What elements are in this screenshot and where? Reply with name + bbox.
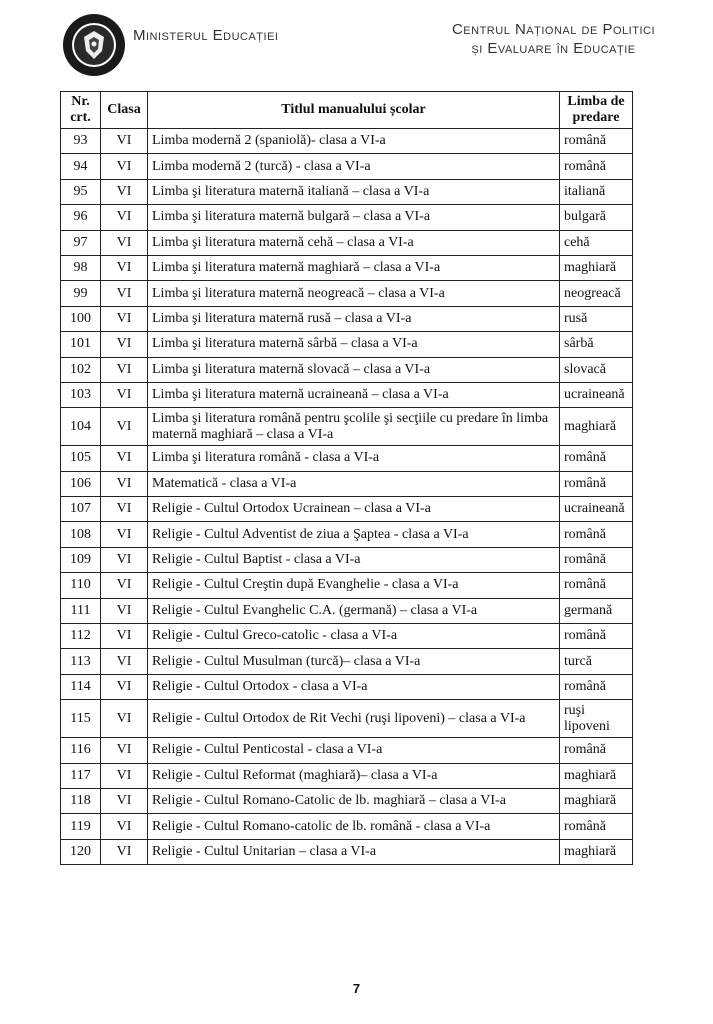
row-class: VI	[101, 788, 148, 813]
row-class: VI	[101, 497, 148, 522]
row-class: VI	[101, 649, 148, 674]
row-title: Religie - Cultul Ortodox de Rit Vechi (ruşi lipoveni) – clasa a VI-a	[148, 700, 560, 738]
row-title: Limba şi literatura română - clasa a VI-a	[148, 446, 560, 471]
row-title: Limba şi literatura maternă bulgară – clasa a VI-a	[148, 205, 560, 230]
header-limba	[560, 92, 633, 129]
row-number: 109	[61, 547, 101, 572]
row-class: VI	[101, 522, 148, 547]
row-title: Religie - Cultul Baptist - clasa a VI-a	[148, 547, 560, 572]
page-number: 7	[352, 981, 361, 996]
row-class: VI	[101, 154, 148, 179]
row-language: bulgară	[560, 205, 633, 230]
table-row	[61, 306, 633, 331]
row-language: rusă	[560, 306, 633, 331]
row-title: Religie - Cultul Musulman (turcă)– clasa a VI-a	[148, 649, 560, 674]
row-language: maghiară	[560, 255, 633, 280]
row-class: VI	[101, 814, 148, 839]
row-number: 99	[61, 281, 101, 306]
table-row	[61, 763, 633, 788]
row-title: Limba şi literatura maternă maghiară – clasa a VI-a	[148, 255, 560, 280]
row-class: VI	[101, 573, 148, 598]
page-header	[0, 0, 713, 80]
ministry-name: Ministerul Educației	[133, 27, 279, 44]
header-limba-line2: predare	[572, 110, 620, 125]
row-language: germană	[560, 598, 633, 623]
row-title: Religie - Cultul Ortodox Ucrainean – clasa a VI-a	[148, 497, 560, 522]
header-titlu: Titlul manualului școlar	[148, 92, 560, 129]
row-class: VI	[101, 408, 148, 446]
row-language: neogreacă	[560, 281, 633, 306]
row-number: 93	[61, 129, 101, 154]
table-row	[61, 471, 633, 496]
row-class: VI	[101, 382, 148, 407]
cnpee-name	[452, 20, 655, 58]
row-language: maghiară	[560, 788, 633, 813]
row-title: Religie - Cultul Greco-catolic - clasa a VI-a	[148, 624, 560, 649]
row-number: 102	[61, 357, 101, 382]
row-language: maghiară	[560, 763, 633, 788]
row-title: Religie - Cultul Creştin după Evanghelie - clasa a VI-a	[148, 573, 560, 598]
row-class: VI	[101, 624, 148, 649]
table-body	[61, 129, 633, 865]
table-row	[61, 674, 633, 699]
row-class: VI	[101, 598, 148, 623]
header-nr-line1: Nr.	[71, 94, 90, 109]
row-number: 116	[61, 738, 101, 763]
row-class: VI	[101, 255, 148, 280]
table-row	[61, 129, 633, 154]
table-row	[61, 382, 633, 407]
row-title: Religie - Cultul Romano-catolic de lb. română - clasa a VI-a	[148, 814, 560, 839]
row-title: Limba şi literatura maternă ucraineană – clasa a VI-a	[148, 382, 560, 407]
row-class: VI	[101, 700, 148, 738]
table-row	[61, 230, 633, 255]
table-row	[61, 332, 633, 357]
table-row	[61, 205, 633, 230]
row-language: română	[560, 573, 633, 598]
row-number: 119	[61, 814, 101, 839]
row-title: Limba şi literatura maternă sârbă – clasa a VI-a	[148, 332, 560, 357]
row-language: sârbă	[560, 332, 633, 357]
row-class: VI	[101, 738, 148, 763]
row-title: Limba şi literatura maternă cehă – clasa a VI-a	[148, 230, 560, 255]
row-number: 114	[61, 674, 101, 699]
row-class: VI	[101, 674, 148, 699]
row-class: VI	[101, 357, 148, 382]
cnpee-line-2: și Evaluare în Educație	[471, 40, 636, 57]
header-nr-line2: crt.	[70, 110, 91, 125]
row-number: 108	[61, 522, 101, 547]
row-language: slovacă	[560, 357, 633, 382]
row-language: maghiară	[560, 408, 633, 446]
header-nr	[61, 92, 101, 129]
row-number: 98	[61, 255, 101, 280]
row-language: română	[560, 624, 633, 649]
row-title: Religie - Cultul Ortodox - clasa a VI-a	[148, 674, 560, 699]
row-language: română	[560, 446, 633, 471]
row-number: 96	[61, 205, 101, 230]
table-row	[61, 281, 633, 306]
row-title: Limba şi literatura română pentru şcolile şi secţiile cu predare în limba maternă maghiară – clasa a VI-a	[148, 408, 560, 446]
row-number: 113	[61, 649, 101, 674]
row-title: Religie - Cultul Unitarian – clasa a VI-a	[148, 839, 560, 864]
table-row	[61, 738, 633, 763]
row-class: VI	[101, 230, 148, 255]
row-title: Matematică - clasa a VI-a	[148, 471, 560, 496]
table-row	[61, 446, 633, 471]
row-number: 110	[61, 573, 101, 598]
row-title: Religie - Cultul Evanghelic C.A. (germană) – clasa a VI-a	[148, 598, 560, 623]
table-row	[61, 154, 633, 179]
row-number: 117	[61, 763, 101, 788]
row-language: română	[560, 129, 633, 154]
row-language: română	[560, 471, 633, 496]
row-class: VI	[101, 446, 148, 471]
row-number: 118	[61, 788, 101, 813]
row-language: română	[560, 522, 633, 547]
row-title: Limba modernă 2 (turcă) - clasa a VI-a	[148, 154, 560, 179]
row-number: 105	[61, 446, 101, 471]
row-title: Religie - Cultul Penticostal - clasa a VI-a	[148, 738, 560, 763]
row-language: ucraineană	[560, 382, 633, 407]
row-title: Limba şi literatura maternă slovacă – clasa a VI-a	[148, 357, 560, 382]
table-row	[61, 522, 633, 547]
table-row	[61, 649, 633, 674]
row-language: italiană	[560, 179, 633, 204]
row-title: Religie - Cultul Romano-Catolic de lb. maghiară – clasa a VI-a	[148, 788, 560, 813]
row-language: turcă	[560, 649, 633, 674]
row-class: VI	[101, 547, 148, 572]
table-header-row	[61, 92, 633, 129]
table-row	[61, 788, 633, 813]
row-number: 94	[61, 154, 101, 179]
table-row	[61, 408, 633, 446]
row-title: Limba şi literatura maternă neogreacă – clasa a VI-a	[148, 281, 560, 306]
table-row	[61, 598, 633, 623]
row-class: VI	[101, 839, 148, 864]
row-title: Limba modernă 2 (spaniolă)- clasa a VI-a	[148, 129, 560, 154]
table-row	[61, 497, 633, 522]
row-title: Limba şi literatura maternă italiană – clasa a VI-a	[148, 179, 560, 204]
row-number: 95	[61, 179, 101, 204]
row-language: ruşi lipoveni	[560, 700, 633, 738]
row-number: 107	[61, 497, 101, 522]
table-row	[61, 547, 633, 572]
row-language: română	[560, 674, 633, 699]
header-clasa: Clasa	[101, 92, 148, 129]
row-number: 103	[61, 382, 101, 407]
table-row	[61, 255, 633, 280]
row-number: 115	[61, 700, 101, 738]
row-language: română	[560, 154, 633, 179]
table-row	[61, 179, 633, 204]
row-class: VI	[101, 763, 148, 788]
row-language: română	[560, 814, 633, 839]
row-class: VI	[101, 332, 148, 357]
row-number: 101	[61, 332, 101, 357]
row-class: VI	[101, 306, 148, 331]
textbook-table	[60, 91, 633, 865]
row-title: Religie - Cultul Reformat (maghiară)– clasa a VI-a	[148, 763, 560, 788]
row-number: 100	[61, 306, 101, 331]
row-class: VI	[101, 281, 148, 306]
row-number: 104	[61, 408, 101, 446]
table-row	[61, 624, 633, 649]
header-limba-line1: Limba de	[567, 94, 625, 109]
row-title: Religie - Cultul Adventist de ziua a Şaptea - clasa a VI-a	[148, 522, 560, 547]
row-language: română	[560, 738, 633, 763]
row-language: ucraineană	[560, 497, 633, 522]
row-class: VI	[101, 179, 148, 204]
row-number: 112	[61, 624, 101, 649]
row-language: cehă	[560, 230, 633, 255]
table-row	[61, 357, 633, 382]
row-language: maghiară	[560, 839, 633, 864]
table-row	[61, 573, 633, 598]
table-row	[61, 839, 633, 864]
row-class: VI	[101, 205, 148, 230]
row-class: VI	[101, 471, 148, 496]
row-class: VI	[101, 129, 148, 154]
row-number: 111	[61, 598, 101, 623]
row-number: 97	[61, 230, 101, 255]
table-row	[61, 814, 633, 839]
row-language: română	[560, 547, 633, 572]
row-number: 106	[61, 471, 101, 496]
cnpee-line-1: Centrul Național de Politici	[451, 21, 655, 38]
government-emblem-icon	[62, 13, 126, 77]
row-title: Limba şi literatura maternă rusă – clasa a VI-a	[148, 306, 560, 331]
row-number: 120	[61, 839, 101, 864]
table-row	[61, 700, 633, 738]
